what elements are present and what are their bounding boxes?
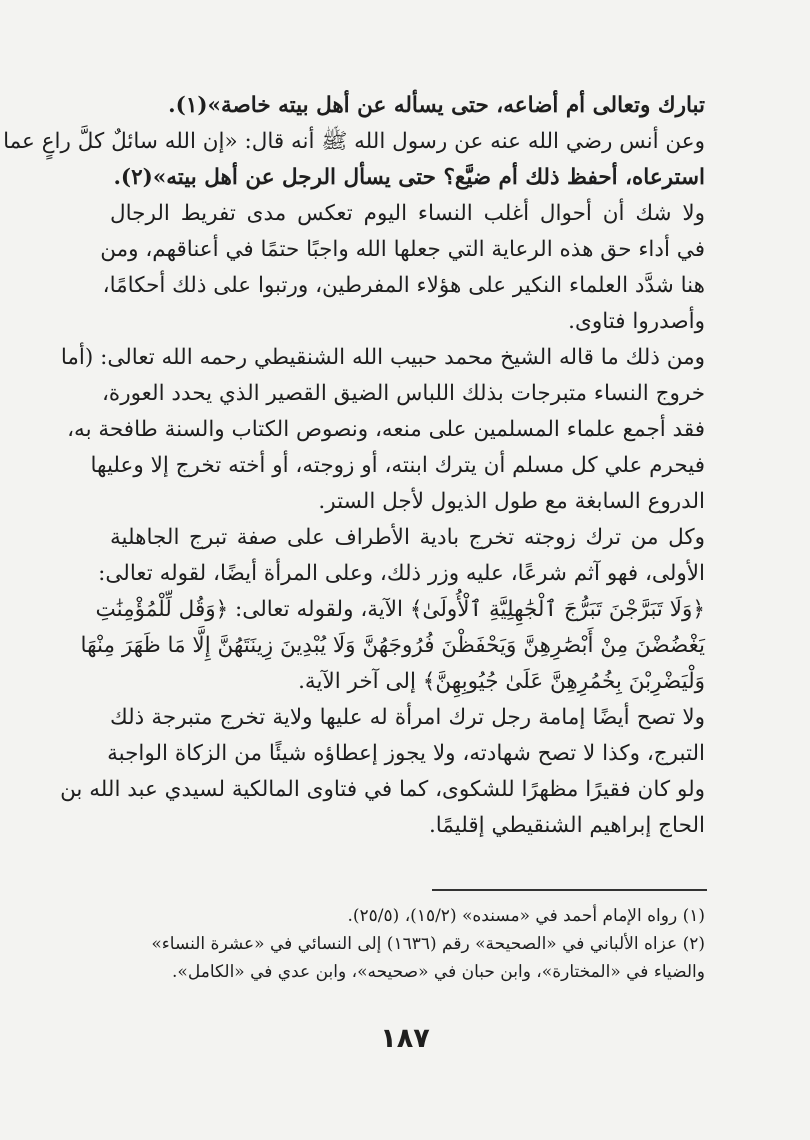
footnotes [110, 902, 705, 986]
footnote-line: (٢) عزاه الألباني في «الصحيحة» رقم (١٦٣٦) إلى النسائي في «عشرة النساء» [151, 934, 705, 954]
text-line: ولا تصح أيضًا إمامة رجل ترك امرأة له عليها ولاية تخرج متبرجة ذلك [110, 705, 705, 730]
text-line: وكل من ترك زوجته تخرج بادية الأطراف على صفة تبرج الجاهلية [110, 525, 705, 550]
text-line: التبرج، وكذا لا تصح شهادته، ولا يجوز إعطاؤه شيئًا من الزكاة الواجبة [107, 741, 705, 766]
text-line: وأصدروا فتاوى. [568, 309, 705, 334]
quran-verse-line: ﴿وَلَا تَبَرَّجْنَ تَبَرُّجَ ٱلْجَٰهِلِيَّةِ ٱلْأُولَىٰ﴾ الآية، ولقوله تعالى: ﴿وَقُل لِّلْمُؤْمِنَٰتِ [95, 597, 705, 622]
footnote-line: (١) رواه الإمام أحمد في «مسنده» (١٥/٢)، (٢٥/٥). [347, 906, 705, 926]
footnote-line: والضياء في «المختارة»، وابن حبان في «صحيحه»، وابن عدي في «الكامل». [172, 962, 705, 982]
page-number: ١٨٧ [380, 1023, 430, 1054]
text-line: فقد أجمع علماء المسلمين على منعه، ونصوص الكتاب والسنة طافحة به، [67, 417, 705, 442]
text-line: الأولى، فهو آثم شرعًا، عليه وزر ذلك، وعلى المرأة أيضًا، لقوله تعالى: [98, 561, 705, 586]
main-text [3, 88, 705, 844]
quran-verse-line: وَلْيَضْرِبْنَ بِخُمُرِهِنَّ عَلَىٰ جُيُوبِهِنَّ﴾ إلى آخر الآية. [298, 669, 705, 694]
quran-verse-line: يَغْضُضْنَ مِنْ أَبْصَٰرِهِنَّ وَيَحْفَظْنَ فُرُوجَهُنَّ وَلَا يُبْدِينَ زِينَتَهُنَّ إِلَّا مَا ظَهَرَ مِنْهَا [80, 633, 705, 658]
footnote-divider [432, 889, 707, 891]
text-line: خروج النساء متبرجات بذلك اللباس الضيق القصير الذي يحدد العورة، [101, 381, 705, 406]
text-line: فيحرم علي كل مسلم أن يترك ابنته، أو زوجته، أو أخته تخرج إلا وعليها [90, 453, 705, 478]
text-line: ولا شك أن أحوال أغلب النساء اليوم تعكس مدى تفريط الرجال [110, 201, 705, 226]
text-line: الدروع السابغة مع طول الذيول لأجل الستر. [318, 489, 705, 514]
text-line: ولو كان فقيرًا مظهرًا للشكوى، كما في فتاوى المالكية لسيدي عبد الله بن [60, 777, 705, 802]
text-line: تبارك وتعالى أم أضاعه، حتى يسأله عن أهل بيته خاصة»(١). [168, 93, 705, 118]
text-line: ومن ذلك ما قاله الشيخ محمد حبيب الله الشنقيطي رحمه الله تعالى: (أما [60, 345, 705, 370]
text-line: وعن أنس رضي الله عنه عن رسول الله ﷺ أنه قال: «إن الله سائلٌ كلَّ راعٍ عما [3, 129, 705, 154]
text-line: هنا شدَّد العلماء النكير على هؤلاء المفرطين، ورتبوا على ذلك أحكامًا، [102, 273, 705, 298]
text-line: استرعاه، أحفظ ذلك أم ضيَّع؟ حتى يسأل الرجل عن أهل بيته»(٢). [113, 165, 705, 190]
text-line: الحاج إبراهيم الشنقيطي إقليمًا. [428, 813, 705, 838]
text-line: في أداء حق هذه الرعاية التي جعلها الله واجبًا حتمًا في أعناقهم، ومن [100, 237, 705, 262]
